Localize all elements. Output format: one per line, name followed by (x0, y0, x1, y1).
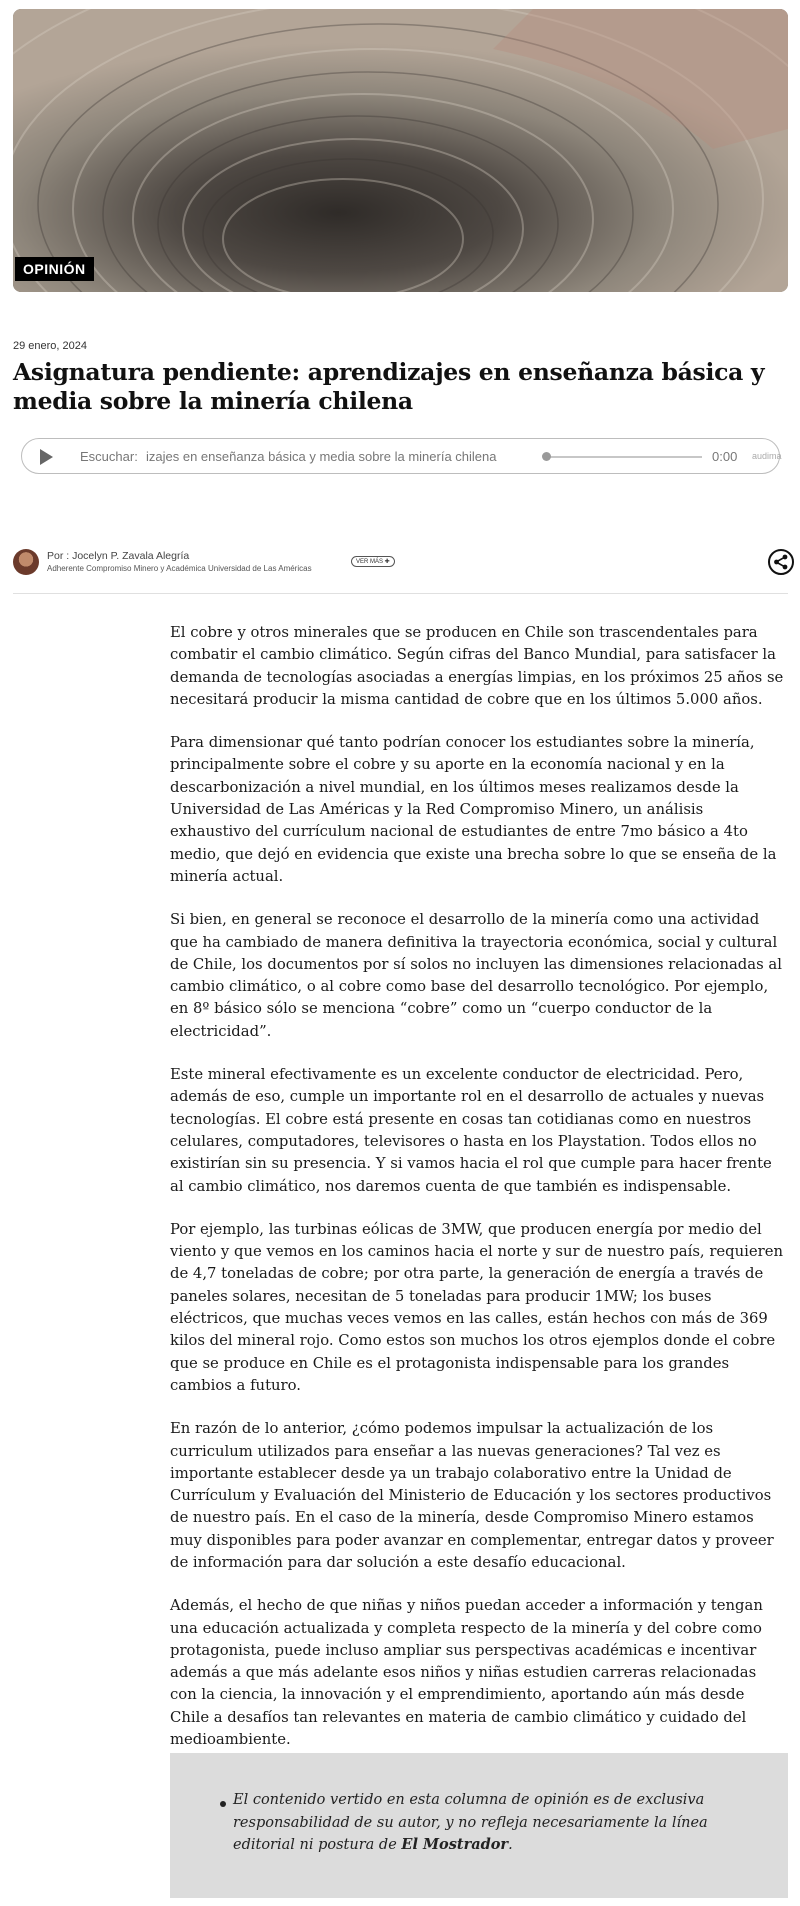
player-brand: audima (752, 451, 782, 461)
paragraph: Además, el hecho de que niñas y niños puedan acceder a información y tengan una educación actualizada y completa respecto de la minería y del cobre como protagonista, puede incluso ampliar sus perspectivas académicas e incentivar además a que más adelante esos niños y niñas estudien carreras relacionadas con la ciencia, la innovación y el emprendimiento, aportando aún más desde Chile a desafíos tan relevantes en materia de cambio climático y cuidado del medioambiente. (170, 1597, 763, 1749)
avatar[interactable] (13, 549, 39, 575)
article-body (170, 622, 786, 1816)
section-divider (13, 593, 788, 594)
see-more-button[interactable]: VER MÁS ✚ (351, 556, 395, 567)
track-title: izajes en enseñanza básica y media sobre la minería chilena (146, 449, 497, 464)
paragraph: Este mineral efectivamente es un excelente conductor de electricidad. Pero, además de eso, cumple un importante rol en el desarrollo de actuales y nuevas tecnologías. El cobre está presente en cosas tan cotidianas como en nuestros celulares, computadores, televisores o hasta en los Playstation. Todos ellos no existirían sin su presencia. Y si vamos hacia el rol que cumple para hacer frente al cambio climático, nos daremos cuenta de que también es indispensable. (170, 1066, 772, 1195)
share-icon (770, 551, 792, 573)
disclaimer-brand: El Mostrador (401, 1836, 509, 1853)
paragraph: Por ejemplo, las turbinas eólicas de 3MW, que producen energía por medio del viento y que vemos en los caminos hacia el norte y sur de nuestro país, requieren de 4,7 toneladas de cobre; por otra parte, la generación de energía a través de paneles solares, necesitan de 5 toneladas para producir 1MW; los buses eléctricos, que muchas veces vemos en las calles, están hechos con más de 369 kilos del mineral rojo. Como estos son muchos los otros ejemplos donde el cobre que se produce en Chile es el protagonista indispensable para los grandes cambios a futuro. (170, 1220, 784, 1394)
author-byline[interactable]: Por : Jocelyn P. Zavala Alegría (47, 550, 190, 562)
paragraph: En razón de lo anterior, ¿cómo podemos impulsar la actualización de los curriculum utilizados para enseñar a las nuevas generaciones? Tal vez es importante establecer desde ya un trabajo colaborativo entre la Unidad de Currículum y Evaluación del Ministerio de Educación y los sectores productivos de nuestro país. En el caso de la minería, desde Compromiso Minero estamos muy disponibles para poder avanzar en complementar, entregar datos y proveer de información para dar solución a este desafío educacional. (170, 1420, 774, 1571)
progress-bar[interactable] (546, 456, 702, 458)
progress-handle[interactable] (542, 452, 551, 461)
playback-time: 0:00 (712, 449, 738, 464)
disclaimer-body: El contenido vertido en esta columna de opinión es de exclusiva responsabilidad de su autor, y no refleja necesariamente la línea editorial ni postura de (233, 1792, 708, 1853)
share-button[interactable] (768, 549, 794, 575)
publish-date: 29 enero, 2024 (13, 340, 88, 352)
opinion-disclaimer (170, 1753, 788, 1898)
paragraph: El cobre y otros minerales que se producen en Chile son trascendentales para combatir el cambio climático. Según cifras del Banco Mundial, para satisfacer la demanda de tecnologías asociadas a energías limpias, en los próximos 25 años se necesitará producir la misma cantidad de cobre que en los últimos 5.000 años. (170, 624, 784, 708)
play-icon[interactable] (36, 447, 56, 467)
bullet-icon (220, 1801, 226, 1807)
audio-player (21, 438, 780, 474)
paragraph: Para dimensionar qué tanto podrían conocer los estudiantes sobre la minería, principalmente sobre el cobre y su aporte en la economía nacional y en la descarbonización a nivel mundial, en los últimos meses realizamos desde la Universidad de Las Américas y la Red Compromiso Minero, un análisis exhaustivo del currículum nacional de estudiantes de entre 7mo básico a 4to medio, que dejó en evidencia que existe una brecha sobre lo que se enseña de la minería actual. (170, 734, 777, 885)
hero-image (13, 9, 788, 292)
disclaimer-text (233, 1789, 763, 1857)
open-pit-mine-illustration (13, 9, 788, 292)
category-badge[interactable]: OPINIÓN (15, 257, 94, 281)
paragraph: Si bien, en general se reconoce el desarrollo de la minería como una actividad que ha cambiado de manera definitiva la trayectoria económica, social y cultural de Chile, los documentos por sí solos no incluyen las dimensiones relacionadas al cambio climático, o al cobre como base del desarrollo tecnológico. Por ejemplo, en 8º básico sólo se menciona “cobre” como un “cuerpo conductor de la electricidad”. (170, 911, 782, 1040)
author-role: Adherente Compromiso Minero y Académica Universidad de Las Américas (47, 564, 312, 573)
author-row (13, 549, 788, 577)
disclaimer-end: . (508, 1837, 513, 1853)
article-title: Asignatura pendiente: aprendizajes en enseñanza básica y media sobre la minería chilena (13, 358, 765, 415)
listen-label: Escuchar: (80, 449, 138, 464)
